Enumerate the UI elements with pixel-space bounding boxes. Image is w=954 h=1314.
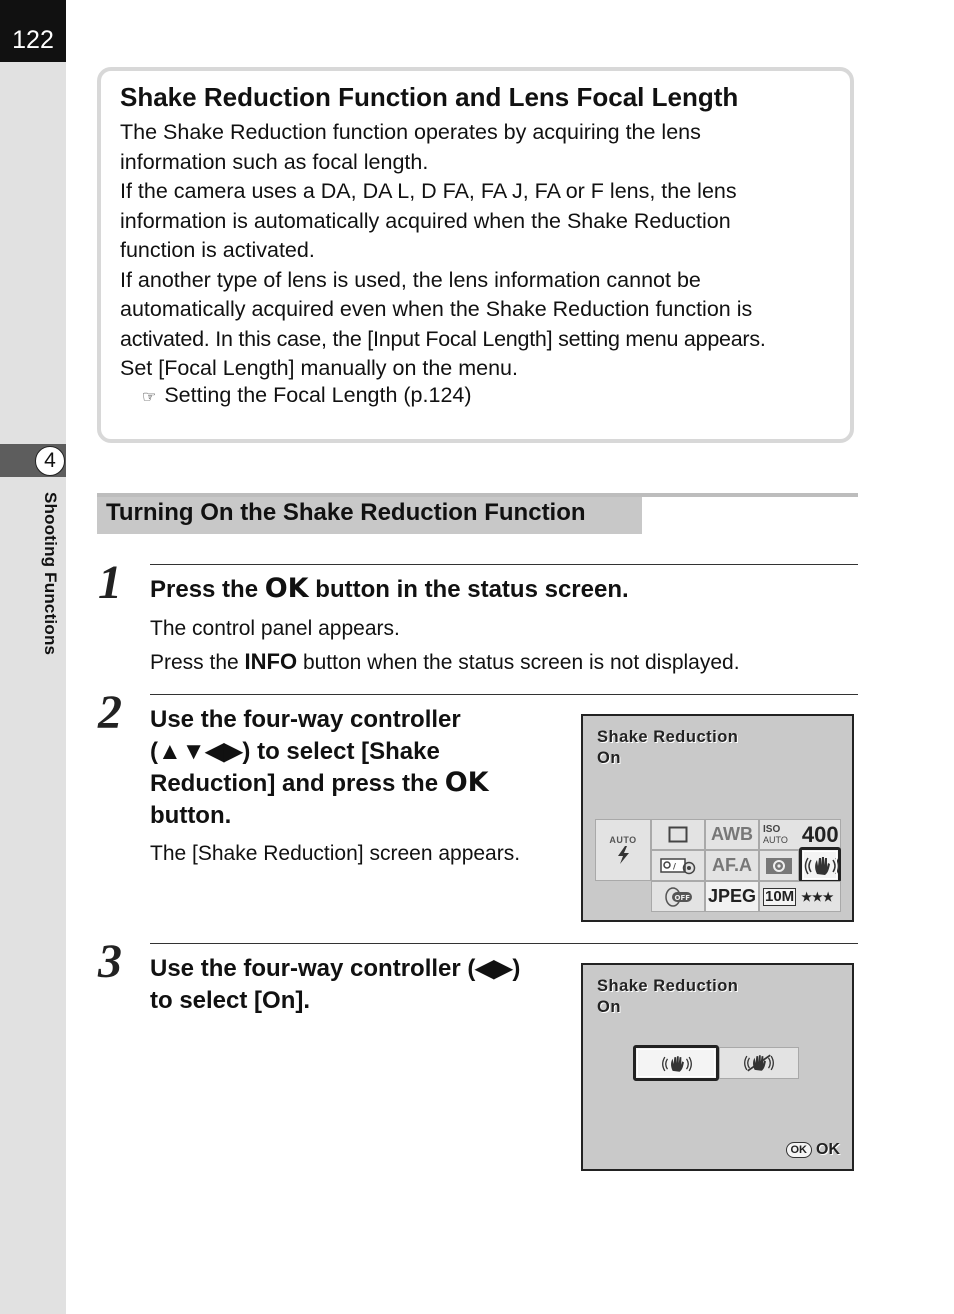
- flash-icon: [614, 845, 632, 865]
- iso-auto-label: AUTO: [763, 834, 788, 845]
- memo-line: information is automatically acquired when the Shake Reduction: [120, 208, 731, 233]
- step-1-rule: [150, 564, 858, 565]
- step-1-number: 1: [98, 556, 122, 609]
- memo-line: If another type of lens is used, the lens information cannot be: [120, 267, 701, 292]
- section-title: Turning On the Shake Reduction Function: [106, 499, 586, 526]
- iso-value: 400: [801, 821, 839, 847]
- step-3-heading: Use the four-way controller (◀▶) to select [On].: [150, 955, 521, 1014]
- step-1-heading: Press the OK button in the status screen.: [150, 573, 629, 604]
- reference-hand-icon: ☞: [142, 389, 157, 406]
- custom-image-icon: [660, 857, 696, 875]
- memo-line: activated. In this case, the [Input Focal Length] setting menu appears.: [120, 326, 766, 351]
- memo-line: If the camera uses a DA, DA L, D FA, FA J, FA or F lens, the lens: [120, 179, 737, 203]
- four-way-arrows: (▲▼◀▶): [150, 737, 251, 765]
- shake-reduction-on-icon: [655, 1051, 699, 1077]
- step-1-text: The control panel appears.: [150, 617, 400, 640]
- memo-title: Shake Reduction Function and Lens Focal Length: [120, 82, 739, 112]
- metering-cell[interactable]: [759, 850, 799, 881]
- chapter-title: Shooting Functions: [41, 492, 60, 656]
- af-mode-cell[interactable]: AF.A: [705, 850, 759, 881]
- left-right-arrows: ◀▶: [475, 955, 513, 982]
- sr-on-option-selected[interactable]: [633, 1045, 719, 1081]
- ok-badge-icon: OK: [786, 1142, 813, 1158]
- custom-image-cell[interactable]: [651, 850, 705, 881]
- memo-reference[interactable]: [142, 383, 472, 408]
- memo-body: [120, 118, 840, 384]
- screen-title: Shake Reduction: [597, 728, 739, 746]
- chapter-number: 4: [35, 446, 65, 476]
- memo-line: function is activated.: [120, 238, 315, 262]
- single-frame-icon: [668, 826, 688, 843]
- ok-confirm-hint: [786, 1141, 841, 1159]
- file-format-cell[interactable]: JPEG: [705, 881, 759, 912]
- control-panel-screen: [581, 714, 854, 922]
- shake-reduction-icon: [803, 851, 841, 881]
- step-3-number: 3: [98, 935, 122, 988]
- step-2-rule: [150, 694, 858, 695]
- image-size-cell[interactable]: [759, 881, 841, 912]
- iso-cell[interactable]: [759, 819, 841, 850]
- ok-button-glyph: OK: [264, 573, 309, 604]
- lens-correction-icon: [663, 886, 693, 908]
- screen-value: On: [597, 998, 621, 1016]
- shake-reduction-screen: [581, 963, 854, 1171]
- shake-reduction-cell-selected[interactable]: [799, 847, 841, 883]
- step-1-text-info: Press the INFO button when the status screen is not displayed.: [150, 649, 740, 674]
- memo-line: information such as focal length.: [120, 149, 429, 174]
- step-2-heading: Use the four-way controller (▲▼◀▶) to select [Shake Reduction] and press the OK button.: [150, 706, 489, 829]
- screen-value: On: [597, 749, 621, 767]
- step-3-rule: [150, 943, 858, 944]
- white-balance-cell[interactable]: AWB: [705, 819, 759, 850]
- drive-mode-cell[interactable]: [651, 819, 705, 850]
- svg-text:/: /: [673, 861, 676, 871]
- ok-button-glyph: OK: [444, 767, 489, 798]
- step-2-text: The [Shake Reduction] screen appears.: [150, 842, 521, 865]
- flash-mode-cell[interactable]: [595, 819, 651, 881]
- quality-stars: ★★★: [801, 889, 834, 904]
- image-size-badge: 10M: [765, 887, 795, 905]
- metering-icon: [765, 857, 793, 875]
- ok-label: OK: [816, 1141, 840, 1158]
- memo-line: Set [Focal Length] manually on the menu.: [120, 356, 518, 380]
- info-key: INFO: [244, 649, 298, 674]
- step-2-number: 2: [98, 686, 122, 739]
- flash-auto-text: AUTO: [609, 835, 637, 845]
- off-badge-text: OFF: [674, 893, 691, 902]
- page-number: 122: [12, 26, 54, 54]
- distortion-correction-cell[interactable]: [651, 881, 705, 912]
- memo-line: The Shake Reduction function operates by acquiring the lens: [120, 120, 701, 144]
- memo-line: automatically acquired even when the Shake Reduction function is: [120, 297, 753, 321]
- screen-title: Shake Reduction: [597, 977, 739, 995]
- iso-label: ISO: [763, 823, 781, 835]
- reference-text: Setting the Focal Length (p.124): [164, 383, 472, 407]
- shake-reduction-off-icon: [737, 1050, 781, 1076]
- sr-off-option[interactable]: [719, 1047, 799, 1079]
